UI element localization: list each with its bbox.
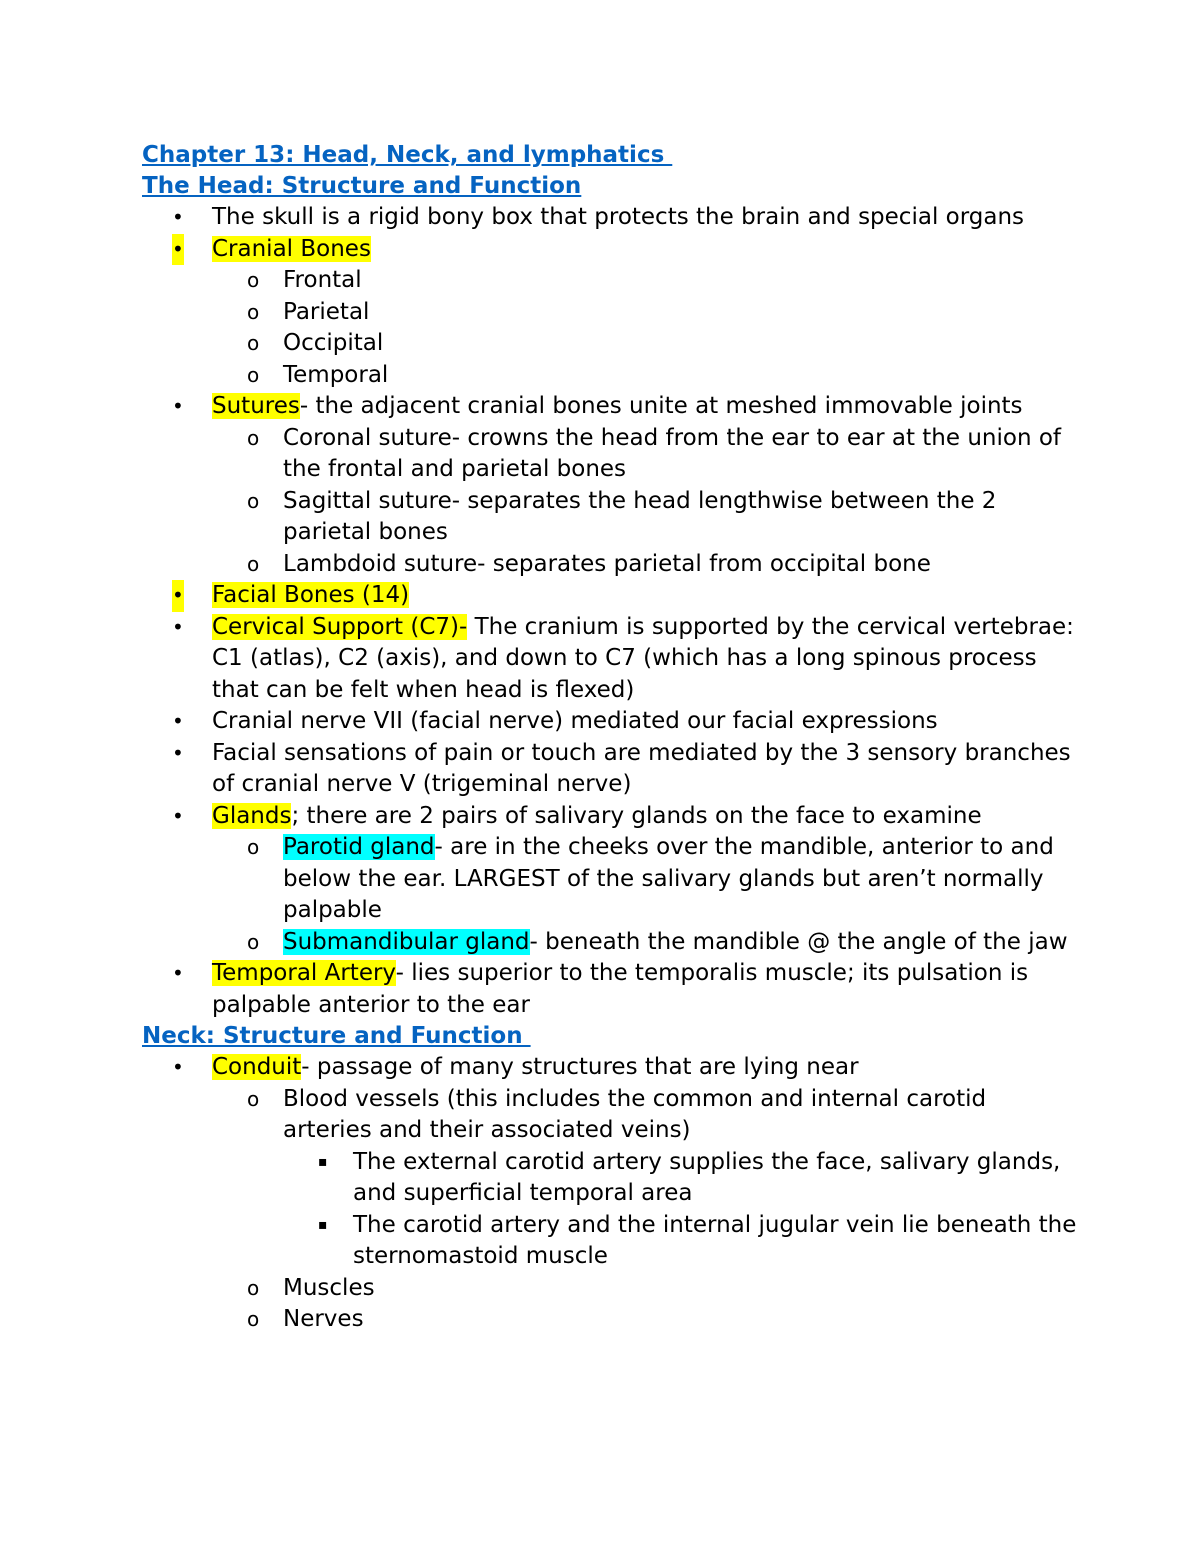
list-item	[142, 423, 1082, 486]
section-heading-neck: Neck: Structure and Function	[142, 1023, 531, 1049]
item-label: Conduit	[212, 1054, 302, 1080]
list-item	[142, 328, 1082, 360]
list-item	[142, 1084, 1082, 1147]
circle-bullet-icon: o	[247, 268, 260, 292]
circle-bullet-icon: o	[247, 835, 260, 859]
bullet-icon: •	[172, 394, 184, 418]
circle-bullet-icon: o	[247, 1086, 260, 1111]
circle-bullet-icon: o	[247, 1275, 260, 1300]
document-body	[142, 140, 1082, 1336]
list-item	[142, 297, 1082, 329]
item-text: - beneath the mandible @ the angle of the jaw	[529, 928, 1068, 955]
list-item	[142, 486, 1082, 549]
list-item	[142, 801, 1082, 833]
bullet-icon: •	[172, 205, 184, 229]
neck-list	[142, 1052, 1082, 1336]
item-text: - the adjacent cranial bones unite at meshed immovable joints	[299, 393, 1023, 419]
circle-bullet-icon: o	[247, 488, 260, 513]
circle-bullet-icon: o	[247, 1307, 260, 1331]
section-heading-head: The Head: Structure and Function	[142, 173, 582, 199]
list-item	[142, 706, 1082, 738]
circle-bullet-icon: o	[247, 362, 260, 387]
bullet-icon: •	[172, 234, 184, 266]
item-text: The carotid artery and the internal jugular vein lie beneath the sternomastoid muscle	[353, 1211, 1077, 1269]
list-item	[142, 549, 1082, 581]
circle-bullet-icon: o	[247, 299, 260, 324]
list-item	[142, 234, 1082, 266]
bullet-icon: •	[172, 580, 184, 612]
item-text: Muscles	[283, 1274, 375, 1301]
item-text: Temporal	[283, 361, 389, 388]
circle-bullet-icon: o	[247, 551, 260, 576]
item-text: The skull is a rigid bony box that protects the brain and special organs	[212, 204, 1025, 230]
bullet-icon: •	[172, 614, 184, 639]
bullet-icon: •	[172, 709, 184, 733]
list-item	[142, 265, 1082, 297]
square-bullet-icon: ▪	[318, 1216, 328, 1233]
item-text: - lies superior to the temporalis muscle; its pulsation is palpable anterior to the ear	[212, 960, 1029, 1018]
item-text: The cranium is supported by the cervical vertebrae: C1 (atlas), C2 (axis), and down to C7 (which has a long spinous process that can be felt when head is flexed)	[212, 613, 1074, 703]
item-label: Sutures	[212, 393, 300, 419]
item-text: Blood vessels (this includes the common and internal carotid arteries and their associated veins)	[283, 1085, 987, 1143]
item-text: The external carotid artery supplies the face, salivary glands, and superficial temporal area	[353, 1148, 1061, 1206]
list-item	[142, 1147, 1082, 1210]
list-item	[142, 1273, 1082, 1305]
item-text: Cranial nerve VII (facial nerve) mediated our facial expressions	[212, 708, 938, 734]
list-item	[142, 360, 1082, 392]
list-item	[142, 738, 1082, 801]
list-item	[142, 1052, 1082, 1084]
circle-bullet-icon: o	[247, 331, 260, 355]
bullet-icon: •	[172, 740, 184, 765]
item-label: Submandibular gland	[283, 928, 530, 955]
list-item	[142, 202, 1082, 234]
item-text: Nerves	[283, 1306, 364, 1332]
item-text: Parietal	[283, 298, 370, 325]
square-bullet-icon: ▪	[318, 1153, 328, 1170]
item-text: Occipital	[283, 330, 384, 356]
list-item	[142, 958, 1082, 1021]
item-label: Glands	[212, 802, 292, 829]
item-text: - passage of many structures that are lying near	[301, 1054, 859, 1080]
item-text: Frontal	[283, 267, 362, 293]
list-item	[142, 1304, 1082, 1336]
head-list	[142, 202, 1082, 1021]
chapter-title: Chapter 13: Head, Neck, and lymphatics	[142, 142, 673, 168]
item-label: Cranial Bones	[212, 235, 371, 262]
list-item	[142, 580, 1082, 612]
list-item	[142, 391, 1082, 423]
item-label: Parotid gland	[283, 834, 435, 860]
circle-bullet-icon: o	[247, 425, 260, 450]
item-label: Cervical Support (C7)-	[212, 613, 468, 640]
item-text: Coronal suture- crowns the head from the ear to ear at the union of the frontal and parietal bones	[283, 424, 1062, 482]
item-label: Temporal Artery	[212, 960, 396, 986]
list-item	[142, 1210, 1082, 1273]
list-item	[142, 612, 1082, 707]
item-text: Sagittal suture- separates the head lengthwise between the 2 parietal bones	[283, 487, 997, 545]
item-text: Facial sensations of pain or touch are mediated by the 3 sensory branches of cranial nerve V (trigeminal nerve)	[212, 739, 1071, 797]
item-text: - are in the cheeks over the mandible, anterior to and below the ear. LARGEST of the salivary glands but aren’t normally palpable	[283, 834, 1054, 923]
item-text: ; there are 2 pairs of salivary glands on the face to examine	[291, 802, 982, 829]
item-text: Lambdoid suture- separates parietal from occipital bone	[283, 550, 931, 577]
list-item	[142, 927, 1082, 959]
bullet-icon: •	[172, 1055, 184, 1079]
circle-bullet-icon: o	[247, 929, 260, 954]
item-label: Facial Bones (14)	[212, 582, 410, 608]
bullet-icon: •	[172, 803, 184, 828]
list-item	[142, 832, 1082, 927]
bullet-icon: •	[172, 961, 184, 985]
